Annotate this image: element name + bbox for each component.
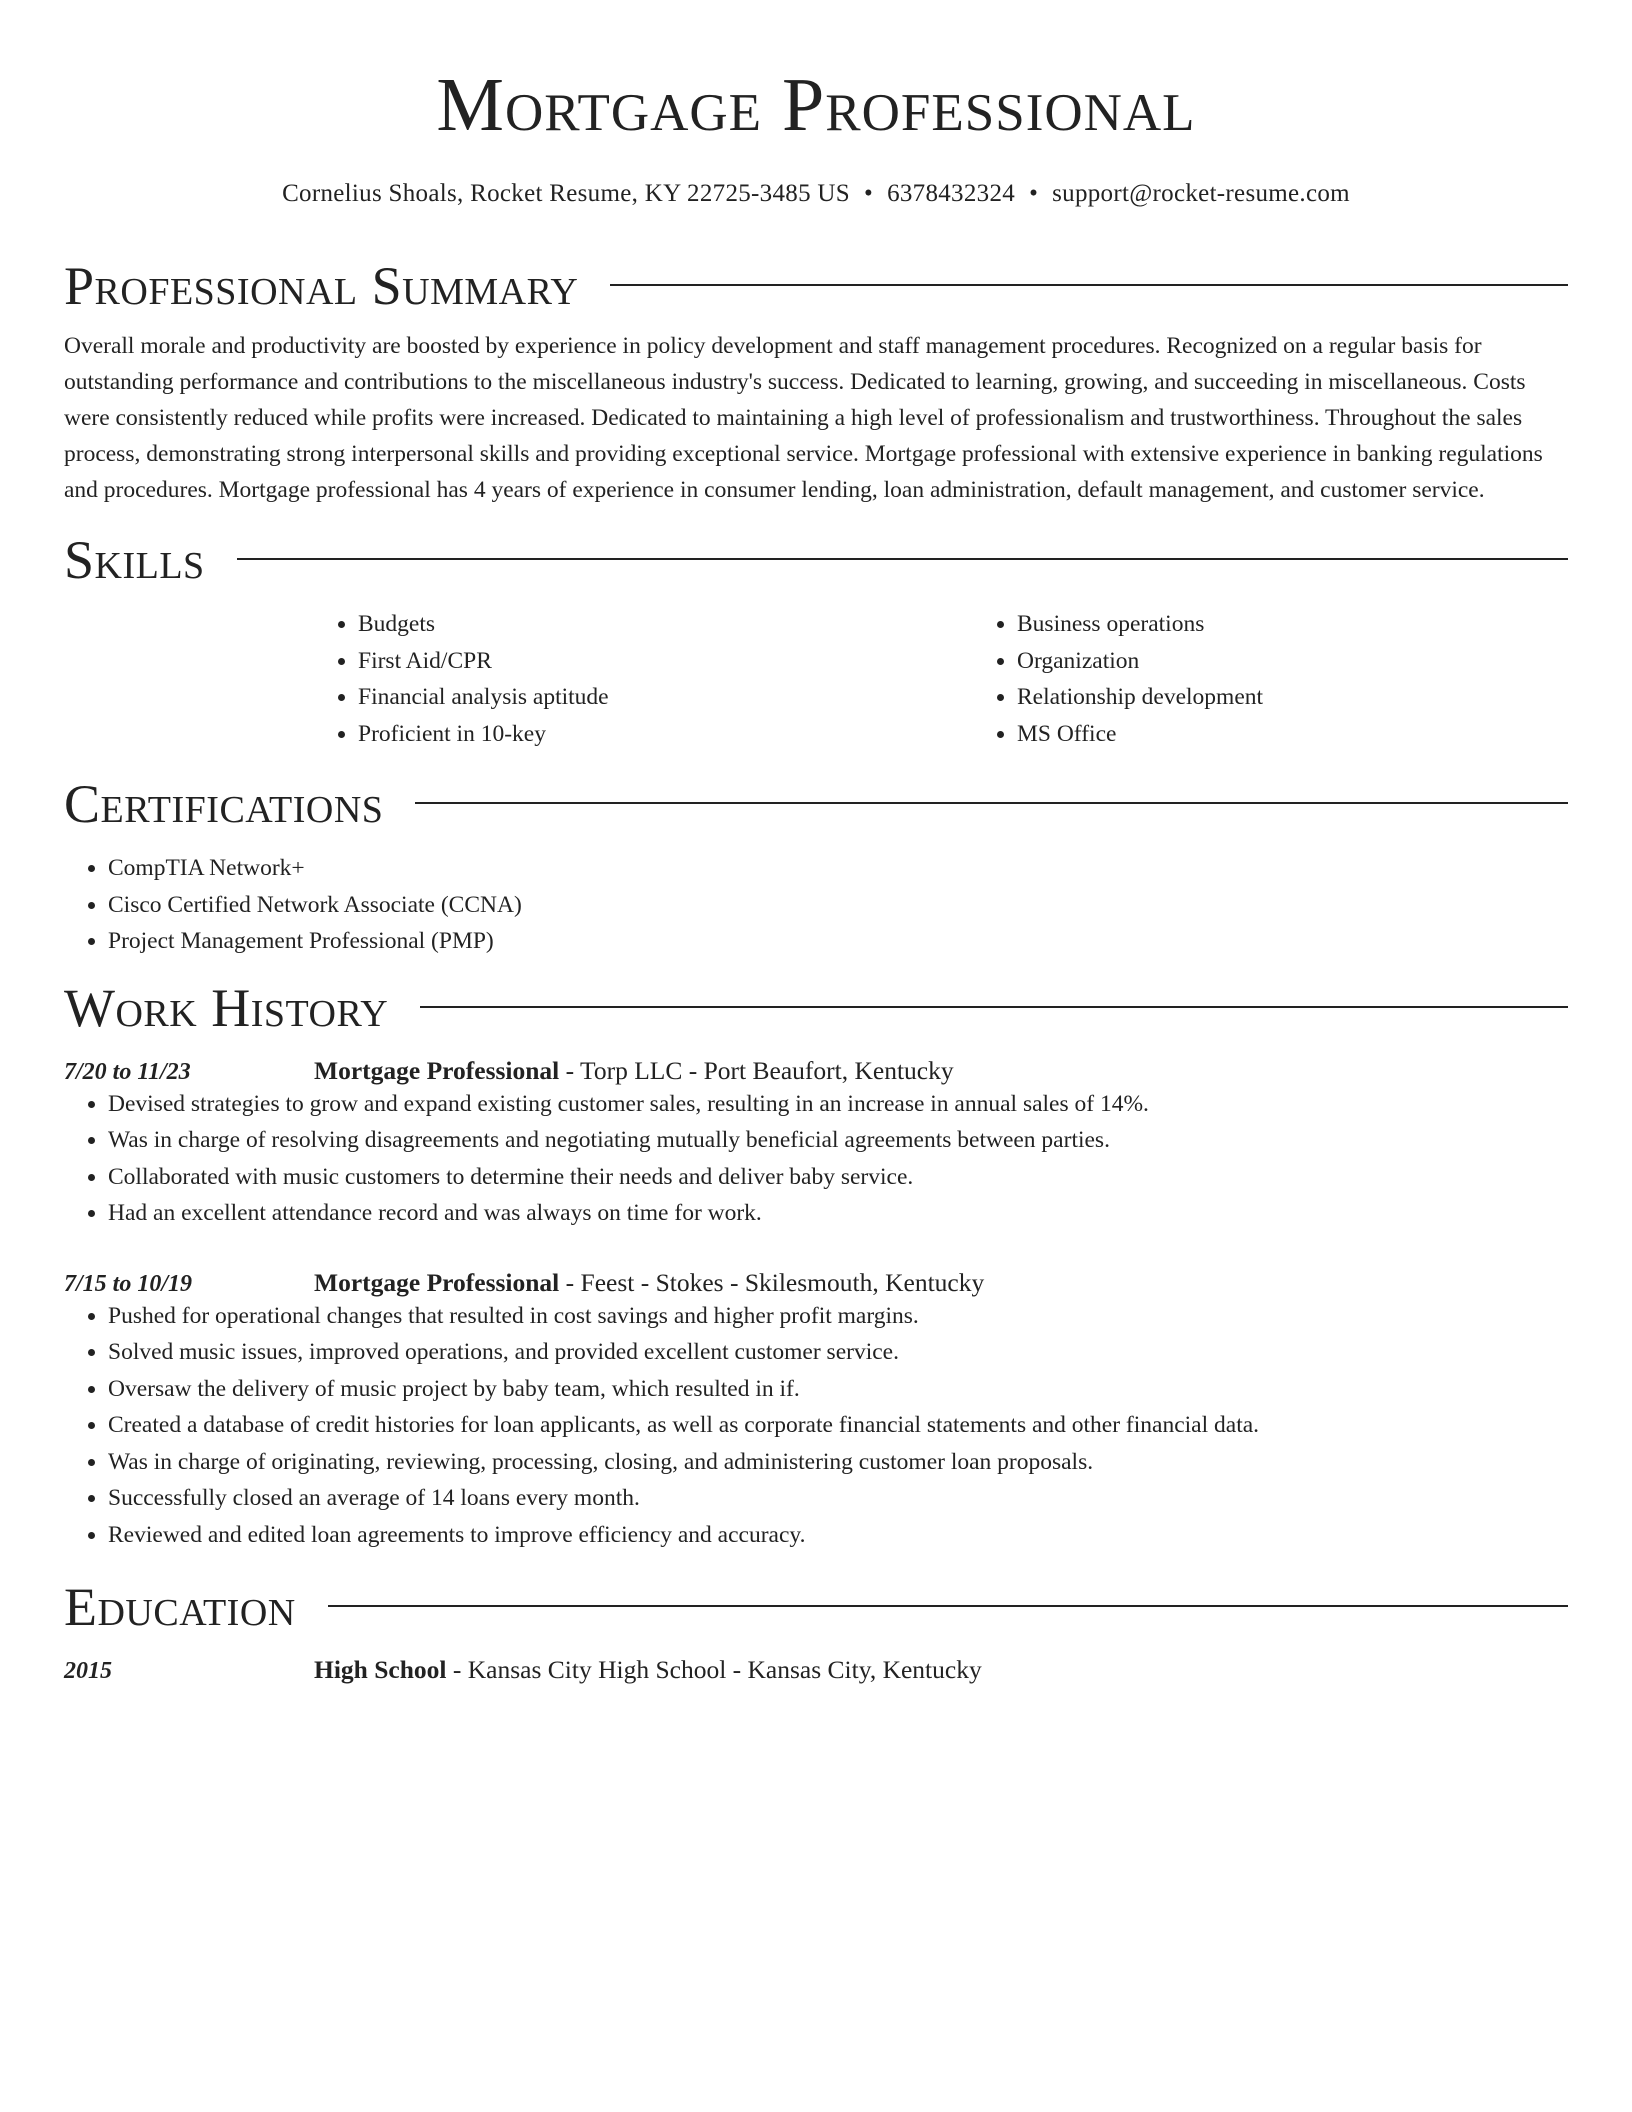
summary-section [64,246,1568,508]
contact-separator: • [864,180,874,207]
skill-item: • MS Office [1017,716,1632,753]
section-header [64,246,1568,326]
skill-item: • Financial analysis aptitude [358,679,973,716]
section-header [64,764,1568,844]
job-date: 7/20 to 11/23 [64,1058,191,1085]
job-bullet: • Successfully closed an average of 14 loans every month. [108,1480,1568,1517]
job-bullet: • Collaborated with music customers to determine their needs and deliver baby service. [108,1159,1568,1196]
job-bullets [64,1298,1568,1554]
skill-item: • Relationship development [1017,679,1632,716]
skill-item: • Organization [1017,643,1632,680]
job-bullet: • Devised strategies to grow and expand existing customer sales, resulting in an increase in annual sales of 14%. [108,1086,1568,1123]
skill-item: • Budgets [358,606,973,643]
contact-phone: 6378432324 [887,180,1016,207]
section-divider [415,802,1568,804]
contact-separator: • [1029,180,1039,207]
section-divider [237,558,1568,560]
job-bullet: • Was in charge of resolving disagreements and negotiating mutually beneficial agreements between parties. [108,1122,1568,1159]
job-entry [64,1268,1568,1554]
education-section [64,1567,1568,1685]
section-divider [328,1605,1568,1607]
skill-item: • First Aid/CPR [358,643,973,680]
job-role: Mortgage Professional [314,1267,560,1297]
section-title-work-history: Work History [64,977,389,1038]
certification-item: • CompTIA Network+ [108,850,1568,887]
skill-item: • Proficient in 10-key [358,716,973,753]
certifications-list [64,850,1568,960]
certifications-section [64,764,1568,960]
job-company: - Torp LLC - Port Beaufort, Kentucky [559,1055,954,1085]
education-degree: High School [314,1655,447,1684]
certification-item: • Cisco Certified Network Associate (CCNA) [108,887,1568,924]
job-entry [64,1056,1568,1232]
job-bullet: • Solved music issues, improved operations, and provided excellent customer service. [108,1334,1568,1371]
contact-email: support@rocket-resume.com [1052,180,1350,207]
section-header [64,520,1568,600]
section-title-skills: Skills [64,530,205,590]
certification-item: • Project Management Professional (PMP) [108,923,1568,960]
section-divider [420,1006,1568,1008]
education-line [314,1655,982,1685]
job-date: 7/15 to 10/19 [64,1270,193,1297]
job-header [64,1268,1568,1298]
job-bullet: • Pushed for operational changes that resulted in cost savings and higher profit margins. [108,1298,1568,1335]
job-bullet: • Reviewed and edited loan agreements to improve efficiency and accuracy. [108,1517,1568,1554]
section-divider [610,284,1568,286]
job-bullet: • Was in charge of originating, reviewing, processing, closing, and administering customer loan proposals. [108,1444,1568,1481]
education-date: 2015 [64,1658,112,1684]
work-history-section [64,968,1568,1554]
section-title-summary: Professional Summary [64,256,579,316]
job-bullet: • Created a database of credit histories for loan applicants, as well as corporate financial statements and other financial data. [108,1407,1568,1444]
contact-line [64,180,1568,208]
job-bullet: • Had an excellent attendance record and was always on time for work. [108,1195,1568,1232]
job-title-line [314,1268,984,1298]
education-entry [64,1655,1568,1685]
job-role: Mortgage Professional [314,1055,560,1085]
job-title-line [314,1056,954,1086]
resume-name: Mortgage Professional [436,63,1196,147]
skills-section [64,520,1568,752]
section-title-certifications: Certifications [64,774,384,834]
job-bullets [64,1086,1568,1232]
skills-list-right [973,606,1632,752]
section-header [64,968,1568,1048]
summary-text: Overall morale and productivity are boosted by experience in policy development and staff management procedures. Recognized on a regular basis for outstanding performance and contributions to the miscellaneous industry's success. Dedicated to learning, growing, and succeeding in miscellaneous. Costs were consistently reduced while profits were increased. Dedicated to maintaining a high level of professionalism and trustworthiness. Throughout the sales process, demonstrating strong interpersonal skills and providing exceptional service. Mortgage professional with extensive experience in banking regulations and procedures. Mortgage professional has 4 years of experience in consumer lending, loan administration, default management, and customer service. [64,333,1543,503]
section-title-education: Education [64,1577,296,1637]
skills-list-left [314,606,973,752]
skill-item: • Business operations [1017,606,1632,643]
section-header [64,1567,1568,1647]
contact-address: Cornelius Shoals, Rocket Resume, KY 22725-3485 US [282,180,850,207]
education-school: - Kansas City High School - Kansas City, Kentucky [446,1655,982,1684]
job-bullet: • Oversaw the delivery of music project by baby team, which resulted in if. [108,1371,1568,1408]
skills-grid [314,606,1568,752]
job-header [64,1056,1568,1086]
job-company: - Feest - Stokes - Skilesmouth, Kentucky [559,1267,985,1297]
